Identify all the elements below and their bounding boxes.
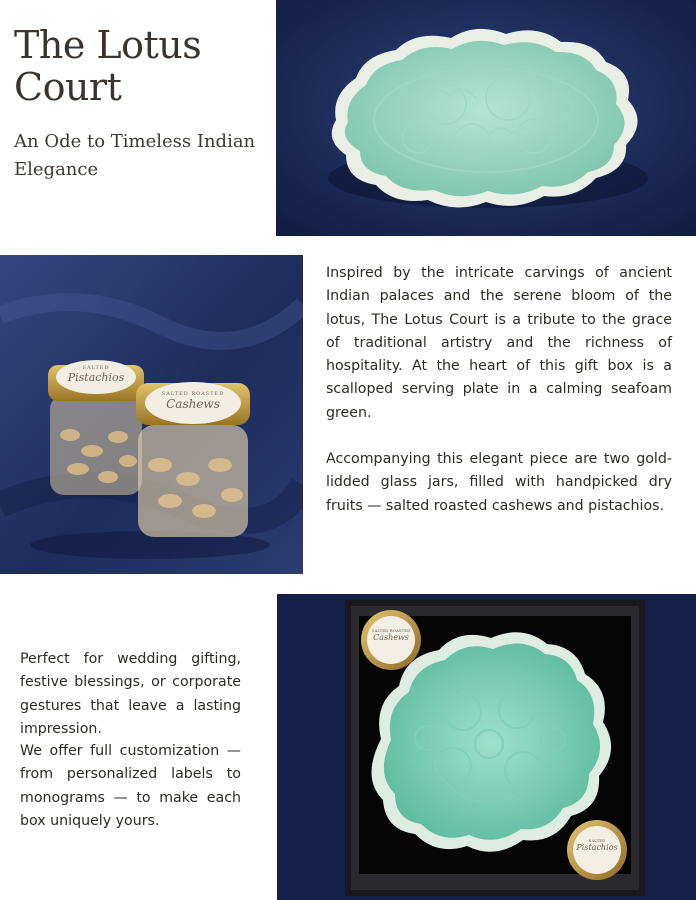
pistachio-lid-label: SALTED Pistachios [576,838,618,852]
cashew-lid-label: SALTED ROASTED Cashews [371,628,411,642]
contents-paragraph: Accompanying this elegant piece are two gold-lidded glass jars, filled with handpicked dry fruits — salted roasted cashews and pistachios. [326,451,672,514]
page-subtitle: An Ode to Timeless Indian Elegance [14,131,256,180]
cashew-jar-label: SALTED ROASTED Cashews [161,391,225,411]
gift-box-photo [277,594,696,900]
occasions-paragraph: Perfect for wedding gifting, festive blessings, or corporate gestures that leave a lasting impression. [20,651,241,737]
jars-photo [0,255,303,574]
pistachio-jar-label: SALTED Pistachios [67,365,125,384]
page-title: The Lotus Court [14,23,202,109]
plate-photo [276,0,696,236]
intro-paragraph: Inspired by the intricate carvings of ancient Indian palaces and the serene bloom of the lotus, The Lotus Court is a tribute to the grace of traditional artistry and the richness of hospitality. At the heart of this gift box is a scalloped serving plate in a calming seafoam green. [326,265,672,421]
customization-paragraph: We offer full customization — from personalized labels to monograms — to make each box uniquely yours. [20,743,241,829]
